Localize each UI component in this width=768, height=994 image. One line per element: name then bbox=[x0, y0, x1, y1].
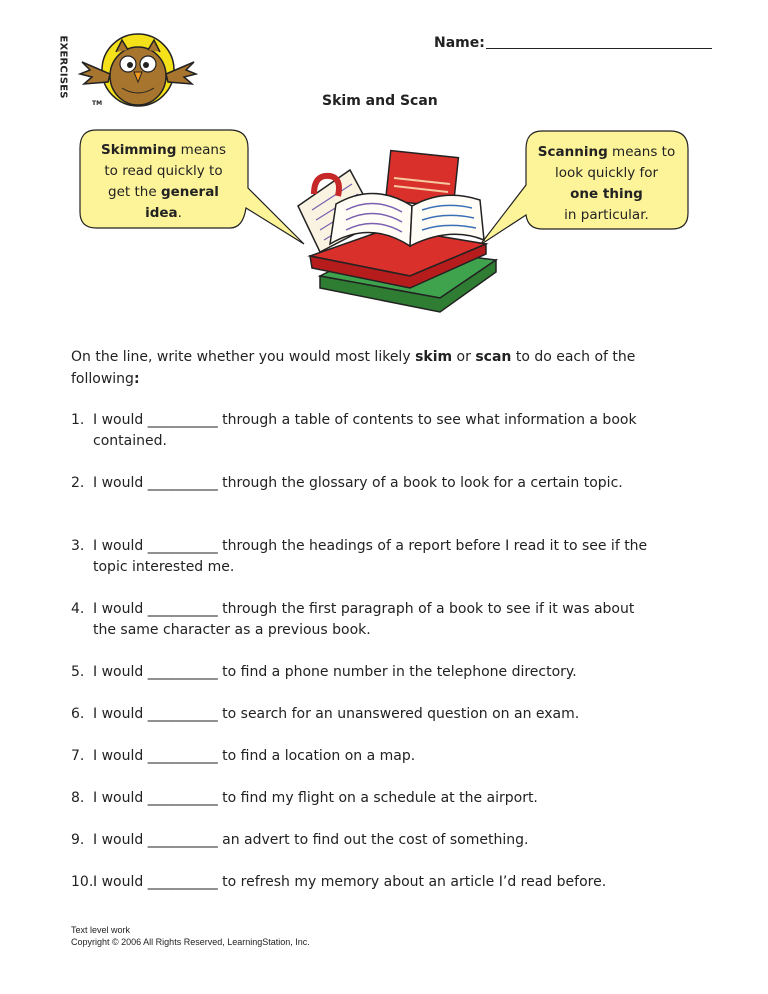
name-label: Name: bbox=[434, 35, 485, 51]
question-9: 9. I would __________ an advert to find out the cost of something. bbox=[71, 832, 529, 848]
name-field[interactable] bbox=[486, 48, 712, 49]
question-6: 6. I would __________ to search for an unanswered question on an exam. bbox=[71, 706, 580, 722]
owl-icon bbox=[76, 32, 198, 108]
page-title: Skim and Scan bbox=[322, 93, 438, 109]
footer-level: Text level work bbox=[71, 925, 131, 935]
question-1: 1. I would __________ through a table of contents to see what information a book contained. bbox=[71, 412, 637, 449]
question-8: 8. I would __________ to find my flight on a schedule at the airport. bbox=[71, 790, 538, 806]
exercises-label: EXERCISES bbox=[57, 35, 69, 99]
trademark: TM bbox=[92, 100, 103, 107]
question-2: 2. I would __________ through the glossary of a book to look for a certain topic. bbox=[71, 475, 623, 491]
exercises-tag bbox=[55, 35, 71, 108]
instructions: On the line, write whether you would most likely skim or scan to do each of the following: bbox=[71, 349, 636, 387]
question-5: 5. I would __________ to find a phone number in the telephone directory. bbox=[71, 664, 577, 680]
footer-copyright: Copyright © 2006 All Rights Reserved, LearningStation, Inc. bbox=[71, 937, 310, 947]
books-icon bbox=[290, 148, 512, 316]
scanning-term: Scanning bbox=[537, 144, 608, 160]
question-7: 7. I would __________ to find a location on a map. bbox=[71, 748, 416, 764]
question-4: 4. I would __________ through the first paragraph of a book to see if it was about the same character as a previous book. bbox=[71, 601, 635, 638]
question-10: 10.I would __________ to refresh my memory about an article I’d read before. bbox=[71, 874, 607, 890]
skim-keyword: skim bbox=[415, 349, 453, 365]
skimming-definition: Skimming means to read quickly to get the general idea. bbox=[101, 142, 226, 221]
scan-keyword: scan bbox=[475, 349, 512, 365]
skimming-term: Skimming bbox=[101, 142, 177, 158]
scanning-definition: Scanning means to look quickly for one thing in particular. bbox=[537, 144, 676, 223]
question-3: 3. I would __________ through the headings of a report before I read it to see if the topic interested me. bbox=[71, 538, 648, 575]
